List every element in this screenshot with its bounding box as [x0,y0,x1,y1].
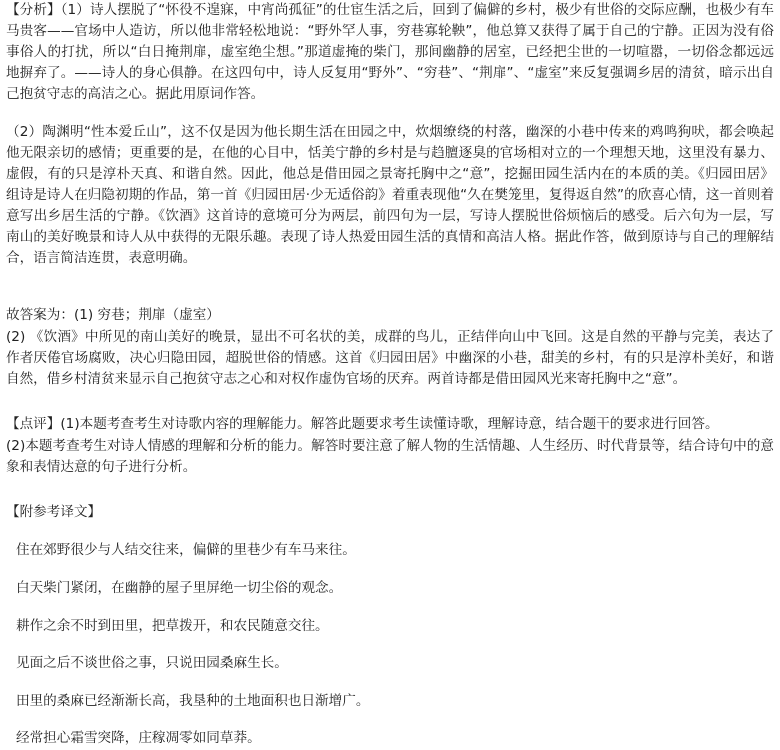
translation-line: 白天柴门紧闭，在幽静的屋子里屏绝一切尘俗的观念。 [16,580,343,596]
analysis-paragraph-2: （2）陶渊明“性本爱丘山”，这不仅是因为他长期生活在田园之中，炊烟缭绕的村落，幽深的小巷中传来的鸡鸣狗吠，都会唤起他无限亲切的感情；更重要的是，在他的心目中，恬美宁静的乡村是与趋膻逐臭的官场相对立的一个理想天地，这里没有暴力、虚假，有的只是淳朴天真、和谐自然。因此，他总是借田园之景寄托胸中之“意”，挖掘田园生活内在的本质的美。《归园田居》组诗是诗人在归隐初期的作品，第一首《归园田居·少无适俗韵》着重表现他“久在樊笼里，复得返自然”的欣喜心情，这一首则着意写出乡居生活的宁静。《饮酒》这首诗的意境可分为两层，前四句为一层，写诗人摆脱世俗烦恼后的感受。后六句为一层，写南山的美好晚景和诗人从中获得的无限乐趣。表现了诗人热爱田园生活的真情和高洁人格。据此作答，做到原诗与自己的理解结合，语言简洁连贯，表意明确。 [6,124,774,266]
answer-line-1: 故答案为：(1) 穷巷；荆扉（虚室） [6,307,220,323]
translation-line: 住在郊野很少与人结交往来，偏僻的里巷少有车马来往。 [16,542,356,558]
answer-paragraph-2: (2) 《饮酒》中所见的南山美好的晚景，显出不可名状的美，成群的鸟儿，正结伴向山中飞回。这是自然的平静与完美，表达了作者厌倦官场腐败，决心归隐田园，超脱世俗的情感。这首《归园田居》中幽深的小巷，甜美的乡村，有的只是淳朴美好，和谐自然，借乡村清贫来显示自己抱贫守志之心和对权作虚伪官场的厌弃。两首诗都是借田园风光来寄托胸中之“意”。 [6,329,774,387]
analysis-paragraph-1: 【分析】（1）诗人摆脱了“怀役不遑寐，中宵尚孤征”的仕宦生活之后，回到了偏僻的乡村，极少有世俗的交际应酬，也极少有车马贵客——官场中人造访，所以他非常轻松地说：“野外罕人事，穷巷寡轮鞅”，他总算又获得了属于自己的宁静。正因为没有俗事俗人的打扰，所以“白日掩荆扉，虚室绝尘想。”那道虚掩的柴门，那间幽静的居室，已经把尘世的一切喧嚣，一切俗念都远远地摒弃了。——诗人的身心俱静。在这四句中，诗人反复用“野外”、“穷巷”、“荆扉”、“虚室”来反复强调乡居的清贫，暗示出自己抱贫守志的高洁之心。据此用原词作答。 [6,2,774,102]
translation-line: 经常担心霜雪突降，庄稼凋零如同草莽。 [16,730,261,746]
comment-paragraph-2: (2)本题考查考生对诗人情感的理解和分析的能力。解答时要注意了解人物的生活情趣、人生经历、时代背景等，结合诗句中的意象和表情达意的句子进行分析。 [6,438,774,475]
translation-line: 耕作之余不时到田里，把草拨开，和农民随意交往。 [16,618,329,634]
translation-heading: 【附参考译文】 [6,504,102,520]
comment-line-1: 【点评】(1)本题考查考生对诗歌内容的理解能力。解答此题要求考生读懂诗歌，理解诗意，结合题干的要求进行回答。 [6,416,719,432]
translation-line: 见面之后不谈世俗之事，只说田园桑麻生长。 [16,655,288,671]
translation-line: 田里的桑麻已经渐渐长高，我垦种的土地面积也日渐增广。 [16,693,370,709]
